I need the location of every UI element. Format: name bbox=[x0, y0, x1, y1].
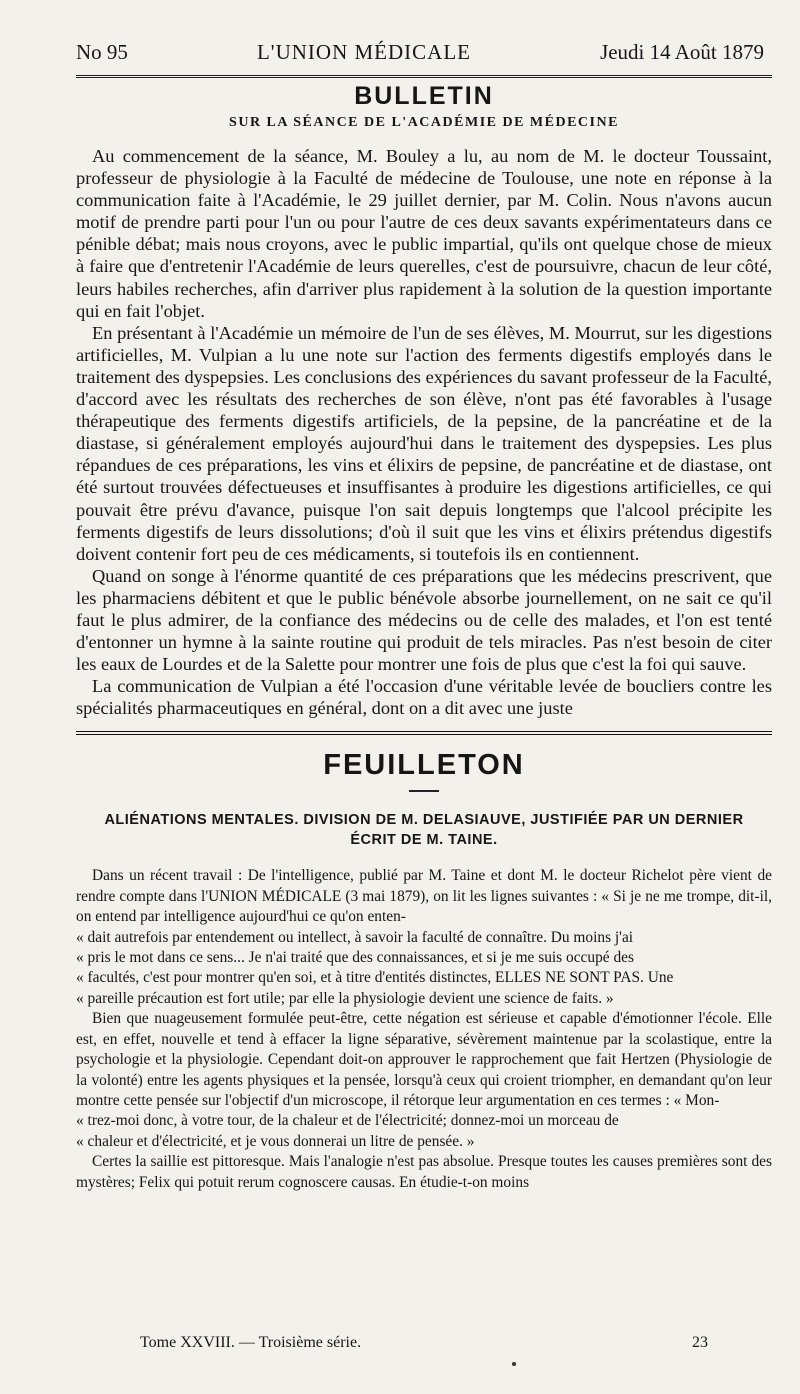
volume-label: Tome XXVIII. — Troisième série. bbox=[140, 1334, 362, 1351]
quote-line: « pareille précaution est fort utile; par elle la physiologie devient une science de faits. » bbox=[76, 989, 614, 1007]
page-header bbox=[76, 40, 772, 65]
bulletin-paragraph: Au commencement de la séance, M. Bouley a lu, au nom de M. le docteur Toussaint, professeur de physiologie à la Faculté de médecine de Toulouse, une note en réponse à la communication faite à l'Académie, le 29 juillet dernier, par M. Colin. Nous n'avons aucun motif de prendre parti pour l'un ou pour l'autre de ces deux savants expérimentateurs dans ce pénible débat; mais nous croyons, avec le public impartial, qu'ils ont quelque chose de mieux à faire que d'entretenir l'Académie de leurs querelles, c'est de poursuivre, chacun de leur côté, leurs habiles recherches, afin d'arriver plus rapidement à la solution de la question importante qui en fait l'objet. bbox=[76, 146, 772, 321]
journal-title: L'UNION MÉDICALE bbox=[256, 40, 471, 64]
header-rule bbox=[76, 75, 772, 78]
feuilleton-title: FEUILLETON bbox=[323, 749, 525, 782]
bulletin-subtitle: SUR LA SÉANCE DE L'ACADÉMIE DE MÉDECINE bbox=[229, 115, 619, 130]
feuilleton-paragraph: Dans un récent travail : De l'intelligence, publié par M. Taine et dont M. le docteur Richelot père vient de rendre compte dans l'UNION MÉDICALE (3 mai 1879), on lit les lignes suivantes : « Si je ne me trompe, dit-il, on entend par intelligence aujourd'hui ce qu'on enten- bbox=[76, 867, 772, 926]
feuilleton-paragraph: Bien que nuageusement formulée peut-être, cette négation est sérieuse et capable d'émotionner l'école. Elle est, en effet, nouvelle et tend à effacer la ligne séparative, sévèrement maintenue par la scolastique, entre la psychologie et la physiologie. Cependant doit-on approuver le rapprochement que fait Hertzen (Physiologie de la volonté) entre les agents physiques et la pensée, lorsqu'à ceux qui croient triompher, en demandant qu'on leur montre cette pensée sur l'objectif d'un microscope, il rétorque leur argumentation en ces termes : « Mon- bbox=[76, 1010, 772, 1109]
issue-date: Jeudi 14 Août 1879 bbox=[600, 40, 764, 64]
feuilleton-paragraph: Certes la saillie est pittoresque. Mais l'analogie n'est pas absolue. Presque toutes les causes premières sont des mystères; Felix qui potuit rerum cognoscere causas. En étudie-t-on moins bbox=[76, 1153, 772, 1191]
bulletin-paragraph: Quand on songe à l'énorme quantité de ces préparations que les médecins prescrivent, que les pharmaciens débitent et que le public bénévole absorbe journellement, on ne sait ce qu'il faut le plus admirer, de la confiance des médecins ou de celle des malades, et l'on est tenté d'entonner un hymne à la sainte routine qui produit de tels miracles. Pas n'est besoin de citer les eaux de Lourdes et de la Salette pour montrer une fois de plus que c'est la foi qui sauve. bbox=[76, 565, 772, 675]
feuilleton-separator bbox=[76, 731, 772, 735]
bulletin-paragraph: En présentant à l'Académie un mémoire de l'un de ses élèves, M. Mourrut, sur les digestions artificielles, M. Vulpian a lu une note sur l'action des ferments digestifs employés dans le traitement des dyspepsies. Les conclusions des expériences du savant professeur de la Faculté, d'accord avec les résultats des recherches de son élève, n'ont pas été favorables à l'usage thérapeutique des ferments digestifs artificiels, de la pepsine, de la pancréatine et de la diastase, si généralement employés aujourd'hui dans le traitement des dyspepsies. Les plus répandues de ces préparations, les vins et élixirs de pepsine, de pancréatine et de diastase, ont été surtout trouvées défectueuses et insuffisantes à produire les digestions artificielles, ce qui pouvait être prévu d'avance, puisque l'on sait depuis longtemps que l'alcool précipite les ferments digestifs de leurs dissolutions; d'où il suit que les vins et élixirs prétendus digestifs doivent contenir fort peu de ces médicaments, si toutefois ils en contiennent. bbox=[76, 322, 772, 564]
ink-dot bbox=[512, 1362, 516, 1366]
quote-line: « facultés, c'est pour montrer qu'en soi, et à titre d'entités distinctes, ELLES NE SONT PAS. Une bbox=[76, 969, 674, 987]
title-underline bbox=[409, 790, 439, 792]
quote-line: « chaleur et d'électricité, et je vous donnerai un litre de pensée. » bbox=[76, 1132, 475, 1150]
page-footer bbox=[140, 1334, 708, 1352]
quote-line: « pris le mot dans ce sens... Je n'ai traité que des connaissances, et si je me suis occupé des bbox=[76, 949, 634, 967]
bulletin-body bbox=[76, 145, 772, 719]
feuilleton-heading: ALIÉNATIONS MENTALES. DIVISION DE M. DELASIAUVE, JUSTIFIÉE PAR UN DERNIER ÉCRIT DE M. TAINE. bbox=[104, 812, 744, 849]
quote-line: « trez-moi donc, à votre tour, de la chaleur et de l'électricité; donnez-moi un morceau de bbox=[76, 1112, 619, 1130]
issue-number: No 95 bbox=[76, 40, 128, 64]
bulletin-paragraph: La communication de Vulpian a été l'occasion d'une véritable levée de boucliers contre les spécialités pharmaceutiques en général, dont on a dit avec une juste bbox=[76, 676, 772, 719]
bulletin-title: BULLETIN bbox=[354, 82, 494, 110]
page-number: 23 bbox=[692, 1334, 708, 1351]
feuilleton-body bbox=[76, 866, 772, 1193]
quote-line: « dait autrefois par entendement ou intellect, à savoir la faculté de connaître. Du moins j'ai bbox=[76, 928, 634, 946]
